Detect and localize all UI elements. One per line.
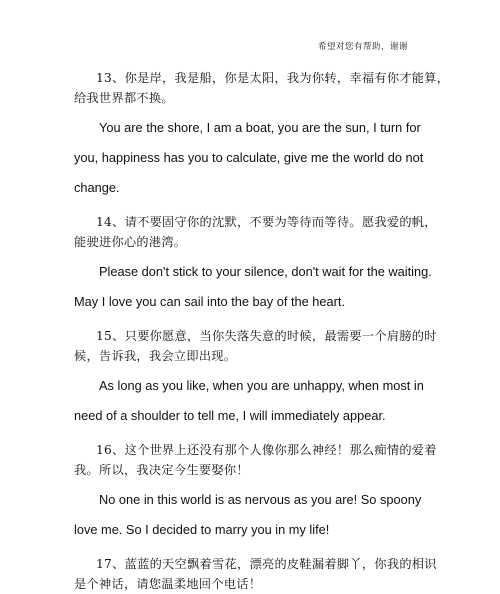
chinese-text <box>74 440 437 480</box>
chinese-line: 我。所以，我决定今生要娶你！ <box>74 463 249 477</box>
english-line: you, happiness has you to calculate, give me the world do not <box>74 150 424 165</box>
chinese-line: 是个神话，请您温柔地回个电话！ <box>74 577 262 591</box>
english-line: You are the shore, I am a boat, you are the sun, I turn for <box>99 120 421 135</box>
english-line: change. <box>74 180 120 195</box>
english-line: love me. So I decided to marry you in my life! <box>74 522 330 537</box>
chinese-line: 17、蓝蓝的天空飘着雪花，漂亮的皮鞋漏着脚丫，你我的相识 <box>96 557 437 571</box>
english-line: No one in this world is as nervous as you are! So spoony <box>99 492 422 507</box>
chinese-line: 16、这个世界上还没有那个人像你那么神经！那么痴情的爱着 <box>96 443 437 457</box>
entry-15 <box>74 326 437 431</box>
chinese-text <box>74 554 437 594</box>
chinese-line: 给我世界都不换。 <box>74 91 174 105</box>
entry-16 <box>74 440 437 545</box>
chinese-line: 能驶进你心的港湾。 <box>74 235 187 249</box>
english-line: Please don't stick to your silence, don't wait for the waiting. <box>99 264 432 279</box>
entry-17 <box>74 554 437 594</box>
entry-13 <box>74 68 450 203</box>
chinese-line: 14、请不要固守你的沈默，不要为等待而等待。愿我爱的帆， <box>96 215 437 229</box>
chinese-line: 候，告诉我，我会立即出现。 <box>74 349 237 363</box>
english-text <box>74 257 432 317</box>
document-body <box>74 68 450 594</box>
chinese-text <box>74 212 437 252</box>
english-text <box>74 485 426 545</box>
chinese-line: 15、只要你愿意，当你失落失意的时候，最需要一个肩膀的时 <box>96 329 437 343</box>
entry-14 <box>74 212 437 317</box>
english-text <box>74 113 426 203</box>
english-line: As long as you like, when you are unhappy, when most in <box>99 378 424 393</box>
chinese-text <box>74 326 437 366</box>
english-line: May I love you can sail into the bay of the heart. <box>74 294 346 309</box>
english-line: need of a shoulder to tell me, I will immediately appear. <box>74 408 386 423</box>
chinese-line: 13、你是岸，我是船，你是太阳，我为你转，幸福有你才能算， <box>96 71 450 85</box>
english-text <box>74 371 426 431</box>
page-header: 希望对您有帮助，谢谢 <box>317 42 408 52</box>
chinese-text <box>74 68 450 108</box>
